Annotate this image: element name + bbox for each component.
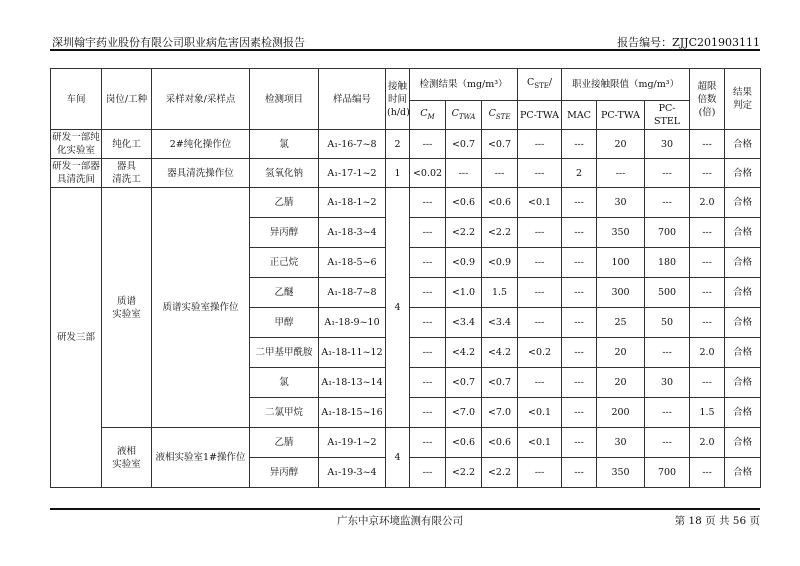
cste-cell: <0.6 — [482, 188, 518, 218]
mac-cell: --- — [562, 278, 597, 308]
cste-cell: <7.0 — [482, 398, 518, 428]
post-cell: 质谱 实验室 — [102, 188, 152, 428]
ctwa-cell: <0.9 — [446, 248, 482, 278]
ctwa-cell: <3.4 — [446, 308, 482, 338]
item-cell: 氢氧化钠 — [250, 159, 319, 188]
pctwa-cell: --- — [597, 159, 645, 188]
cste-pc-cell: --- — [518, 458, 562, 488]
pctwa-cell: 20 — [597, 368, 645, 398]
report-number: 报告编号：ZJJC201903111 — [617, 36, 760, 49]
cm-cell: --- — [410, 278, 446, 308]
exceed-cell: 2.0 — [690, 428, 725, 458]
sample-cell: A₁-18-15~16 — [319, 398, 386, 428]
table-row — [51, 428, 761, 458]
table-row — [51, 188, 761, 218]
col-header-pctwa: PC-TWA — [597, 101, 645, 130]
pcstel-cell: 30 — [645, 368, 690, 398]
judge-cell: 合格 — [725, 188, 761, 218]
post-cell: 器具 清洗工 — [102, 159, 152, 188]
col-header-ctwa: $C_{TWA}$ — [446, 101, 482, 130]
mac-cell: 2 — [562, 159, 597, 188]
cm-cell: <0.02 — [410, 159, 446, 188]
mac-cell: --- — [562, 458, 597, 488]
pctwa-cell: 25 — [597, 308, 645, 338]
cste-pc-cell: <0.1 — [518, 188, 562, 218]
judge-cell: 合格 — [725, 159, 761, 188]
col-header-result-group: 检测结果（mg/m³） — [410, 69, 518, 101]
sample-cell: A₁-18-1~2 — [319, 188, 386, 218]
judge-cell: 合格 — [725, 308, 761, 338]
sample-cell: A₁-17-1~2 — [319, 159, 386, 188]
object-cell: 质谱实验室操作位 — [152, 188, 250, 428]
exceed-cell: --- — [690, 248, 725, 278]
pcstel-cell: 500 — [645, 278, 690, 308]
exceed-cell: 1.5 — [690, 398, 725, 428]
mac-cell: --- — [562, 218, 597, 248]
item-cell: 二氯甲烷 — [250, 398, 319, 428]
cste-pc-cell: <0.1 — [518, 428, 562, 458]
ctwa-cell: <2.2 — [446, 458, 482, 488]
item-cell: 乙腈 — [250, 188, 319, 218]
col-header-cm: $C_M$ — [410, 101, 446, 130]
sample-cell: A₁-18-3~4 — [319, 218, 386, 248]
item-cell: 乙腈 — [250, 428, 319, 458]
ctwa-cell: <0.7 — [446, 368, 482, 398]
col-header-cste-pc-1: $C_{STE}/$ — [518, 69, 562, 101]
exceed-cell: --- — [690, 130, 725, 159]
cste-cell: <0.9 — [482, 248, 518, 278]
cste-cell: <4.2 — [482, 338, 518, 368]
header-rule — [50, 49, 760, 51]
sample-cell: A₁-18-11~12 — [319, 338, 386, 368]
col-header-mac: MAC — [562, 101, 597, 130]
pctwa-cell: 30 — [597, 428, 645, 458]
mac-cell: --- — [562, 338, 597, 368]
pcstel-cell: --- — [645, 338, 690, 368]
mac-cell: --- — [562, 248, 597, 278]
sample-cell: A₁-18-5~6 — [319, 248, 386, 278]
cste-cell: <0.7 — [482, 130, 518, 159]
cste-cell: <2.2 — [482, 218, 518, 248]
item-cell: 氯 — [250, 130, 319, 159]
cm-cell: --- — [410, 458, 446, 488]
exceed-cell: --- — [690, 218, 725, 248]
pcstel-cell: --- — [645, 428, 690, 458]
col-header-pcstel: PC-STEL — [645, 101, 690, 130]
col-header-cste: $C_{STE}$ — [482, 101, 518, 130]
cm-cell: --- — [410, 308, 446, 338]
judge-cell: 合格 — [725, 248, 761, 278]
cste-pc-cell: --- — [518, 159, 562, 188]
pcstel-cell: 180 — [645, 248, 690, 278]
exceed-cell: 2.0 — [690, 188, 725, 218]
cste-pc-cell: --- — [518, 308, 562, 338]
ctwa-cell: <0.6 — [446, 188, 482, 218]
contact-cell: 2 — [386, 130, 410, 159]
judge-cell: 合格 — [725, 278, 761, 308]
cste-pc-cell: --- — [518, 368, 562, 398]
cste-cell: <3.4 — [482, 308, 518, 338]
contact-cell: 4 — [386, 428, 410, 488]
cm-cell: --- — [410, 218, 446, 248]
post-cell: 液相 实验室 — [102, 428, 152, 488]
sample-cell: A₁-18-9~10 — [319, 308, 386, 338]
table-row — [51, 159, 761, 188]
pctwa-cell: 350 — [597, 458, 645, 488]
col-header-sample: 样品编号 — [319, 69, 386, 130]
mac-cell: --- — [562, 398, 597, 428]
item-cell: 乙醚 — [250, 278, 319, 308]
ctwa-cell: --- — [446, 159, 482, 188]
ctwa-cell: <1.0 — [446, 278, 482, 308]
post-cell: 纯化工 — [102, 130, 152, 159]
table-header-row — [51, 69, 761, 101]
object-cell: 液相实验室1#操作位 — [152, 428, 250, 488]
exceed-cell: --- — [690, 368, 725, 398]
pcstel-cell: 700 — [645, 458, 690, 488]
col-header-post: 岗位/工种 — [102, 69, 152, 130]
col-header-workshop: 车间 — [51, 69, 102, 130]
cm-cell: --- — [410, 398, 446, 428]
cste-cell: 1.5 — [482, 278, 518, 308]
ctwa-cell: <7.0 — [446, 398, 482, 428]
item-cell: 甲醇 — [250, 308, 319, 338]
ctwa-cell: <4.2 — [446, 338, 482, 368]
mac-cell: --- — [562, 308, 597, 338]
mac-cell: --- — [562, 188, 597, 218]
pctwa-cell: 100 — [597, 248, 645, 278]
cm-cell: --- — [410, 130, 446, 159]
cm-cell: --- — [410, 368, 446, 398]
judge-cell: 合格 — [725, 338, 761, 368]
ctwa-cell: <0.6 — [446, 428, 482, 458]
footer-rule — [50, 508, 760, 510]
footer-company: 广东中京环境监测有限公司 — [337, 515, 463, 527]
ctwa-cell: <0.7 — [446, 130, 482, 159]
col-header-exceed: 超限 倍数 (倍) — [690, 69, 725, 130]
cste-cell: <2.2 — [482, 458, 518, 488]
pctwa-cell: 300 — [597, 278, 645, 308]
pcstel-cell: 30 — [645, 130, 690, 159]
item-cell: 正己烷 — [250, 248, 319, 278]
workshop-cell: 研发一部器 具清洗间 — [51, 159, 102, 188]
mac-cell: --- — [562, 130, 597, 159]
pcstel-cell: --- — [645, 159, 690, 188]
sample-cell: A₁-18-7~8 — [319, 278, 386, 308]
exceed-cell: --- — [690, 458, 725, 488]
pctwa-cell: 30 — [597, 188, 645, 218]
contact-cell: 4 — [386, 188, 410, 428]
col-header-limit-group: 职业接触限值（mg/m³） — [562, 69, 690, 101]
cm-cell: --- — [410, 248, 446, 278]
item-cell: 二甲基甲酰胺 — [250, 338, 319, 368]
col-header-item: 检测项目 — [250, 69, 319, 130]
item-cell: 异丙醇 — [250, 218, 319, 248]
pcstel-cell: 700 — [645, 218, 690, 248]
table-row — [51, 130, 761, 159]
cste-pc-cell: --- — [518, 278, 562, 308]
cste-pc-cell: --- — [518, 218, 562, 248]
pctwa-cell: 20 — [597, 338, 645, 368]
sample-cell: A₁-16-7~8 — [319, 130, 386, 159]
pcstel-cell: --- — [645, 188, 690, 218]
page-number: 第 18 页 共 56 页 — [674, 515, 760, 527]
judge-cell: 合格 — [725, 458, 761, 488]
workshop-cell: 研发一部纯 化实验室 — [51, 130, 102, 159]
cste-pc-cell: --- — [518, 130, 562, 159]
mac-cell: --- — [562, 428, 597, 458]
workshop-cell: 研发三部 — [51, 188, 102, 488]
cm-cell: --- — [410, 338, 446, 368]
exceed-cell: 2.0 — [690, 338, 725, 368]
cm-cell: --- — [410, 428, 446, 458]
exceed-cell: --- — [690, 159, 725, 188]
sample-cell: A₁-19-3~4 — [319, 458, 386, 488]
cm-cell: --- — [410, 188, 446, 218]
exceed-cell: --- — [690, 278, 725, 308]
judge-cell: 合格 — [725, 130, 761, 159]
cste-pc-cell: --- — [518, 248, 562, 278]
sample-cell: A₁-19-1~2 — [319, 428, 386, 458]
exceed-cell: --- — [690, 308, 725, 338]
col-header-cste-pc-2: PC-TWA — [518, 101, 562, 130]
col-header-object: 采样对象/采样点 — [152, 69, 250, 130]
detection-results-table — [50, 68, 761, 488]
cste-cell: <0.7 — [482, 368, 518, 398]
judge-cell: 合格 — [725, 368, 761, 398]
judge-cell: 合格 — [725, 218, 761, 248]
mac-cell: --- — [562, 368, 597, 398]
cste-pc-cell: <0.2 — [518, 338, 562, 368]
col-header-contact: 接触 时间 (h/d) — [386, 69, 410, 130]
ctwa-cell: <2.2 — [446, 218, 482, 248]
object-cell: 2#纯化操作位 — [152, 130, 250, 159]
judge-cell: 合格 — [725, 398, 761, 428]
cste-cell: --- — [482, 159, 518, 188]
cste-pc-cell: <0.1 — [518, 398, 562, 428]
pctwa-cell: 200 — [597, 398, 645, 428]
contact-cell: 1 — [386, 159, 410, 188]
pctwa-cell: 350 — [597, 218, 645, 248]
object-cell: 器具清洗操作位 — [152, 159, 250, 188]
item-cell: 氯 — [250, 368, 319, 398]
report-header-title: 深圳翰宇药业股份有限公司职业病危害因素检测报告 — [52, 36, 305, 49]
pcstel-cell: 50 — [645, 308, 690, 338]
pcstel-cell: --- — [645, 398, 690, 428]
judge-cell: 合格 — [725, 428, 761, 458]
sample-cell: A₁-18-13~14 — [319, 368, 386, 398]
pctwa-cell: 20 — [597, 130, 645, 159]
col-header-judge: 结果 判定 — [725, 69, 761, 130]
item-cell: 异丙醇 — [250, 458, 319, 488]
cste-cell: <0.6 — [482, 428, 518, 458]
